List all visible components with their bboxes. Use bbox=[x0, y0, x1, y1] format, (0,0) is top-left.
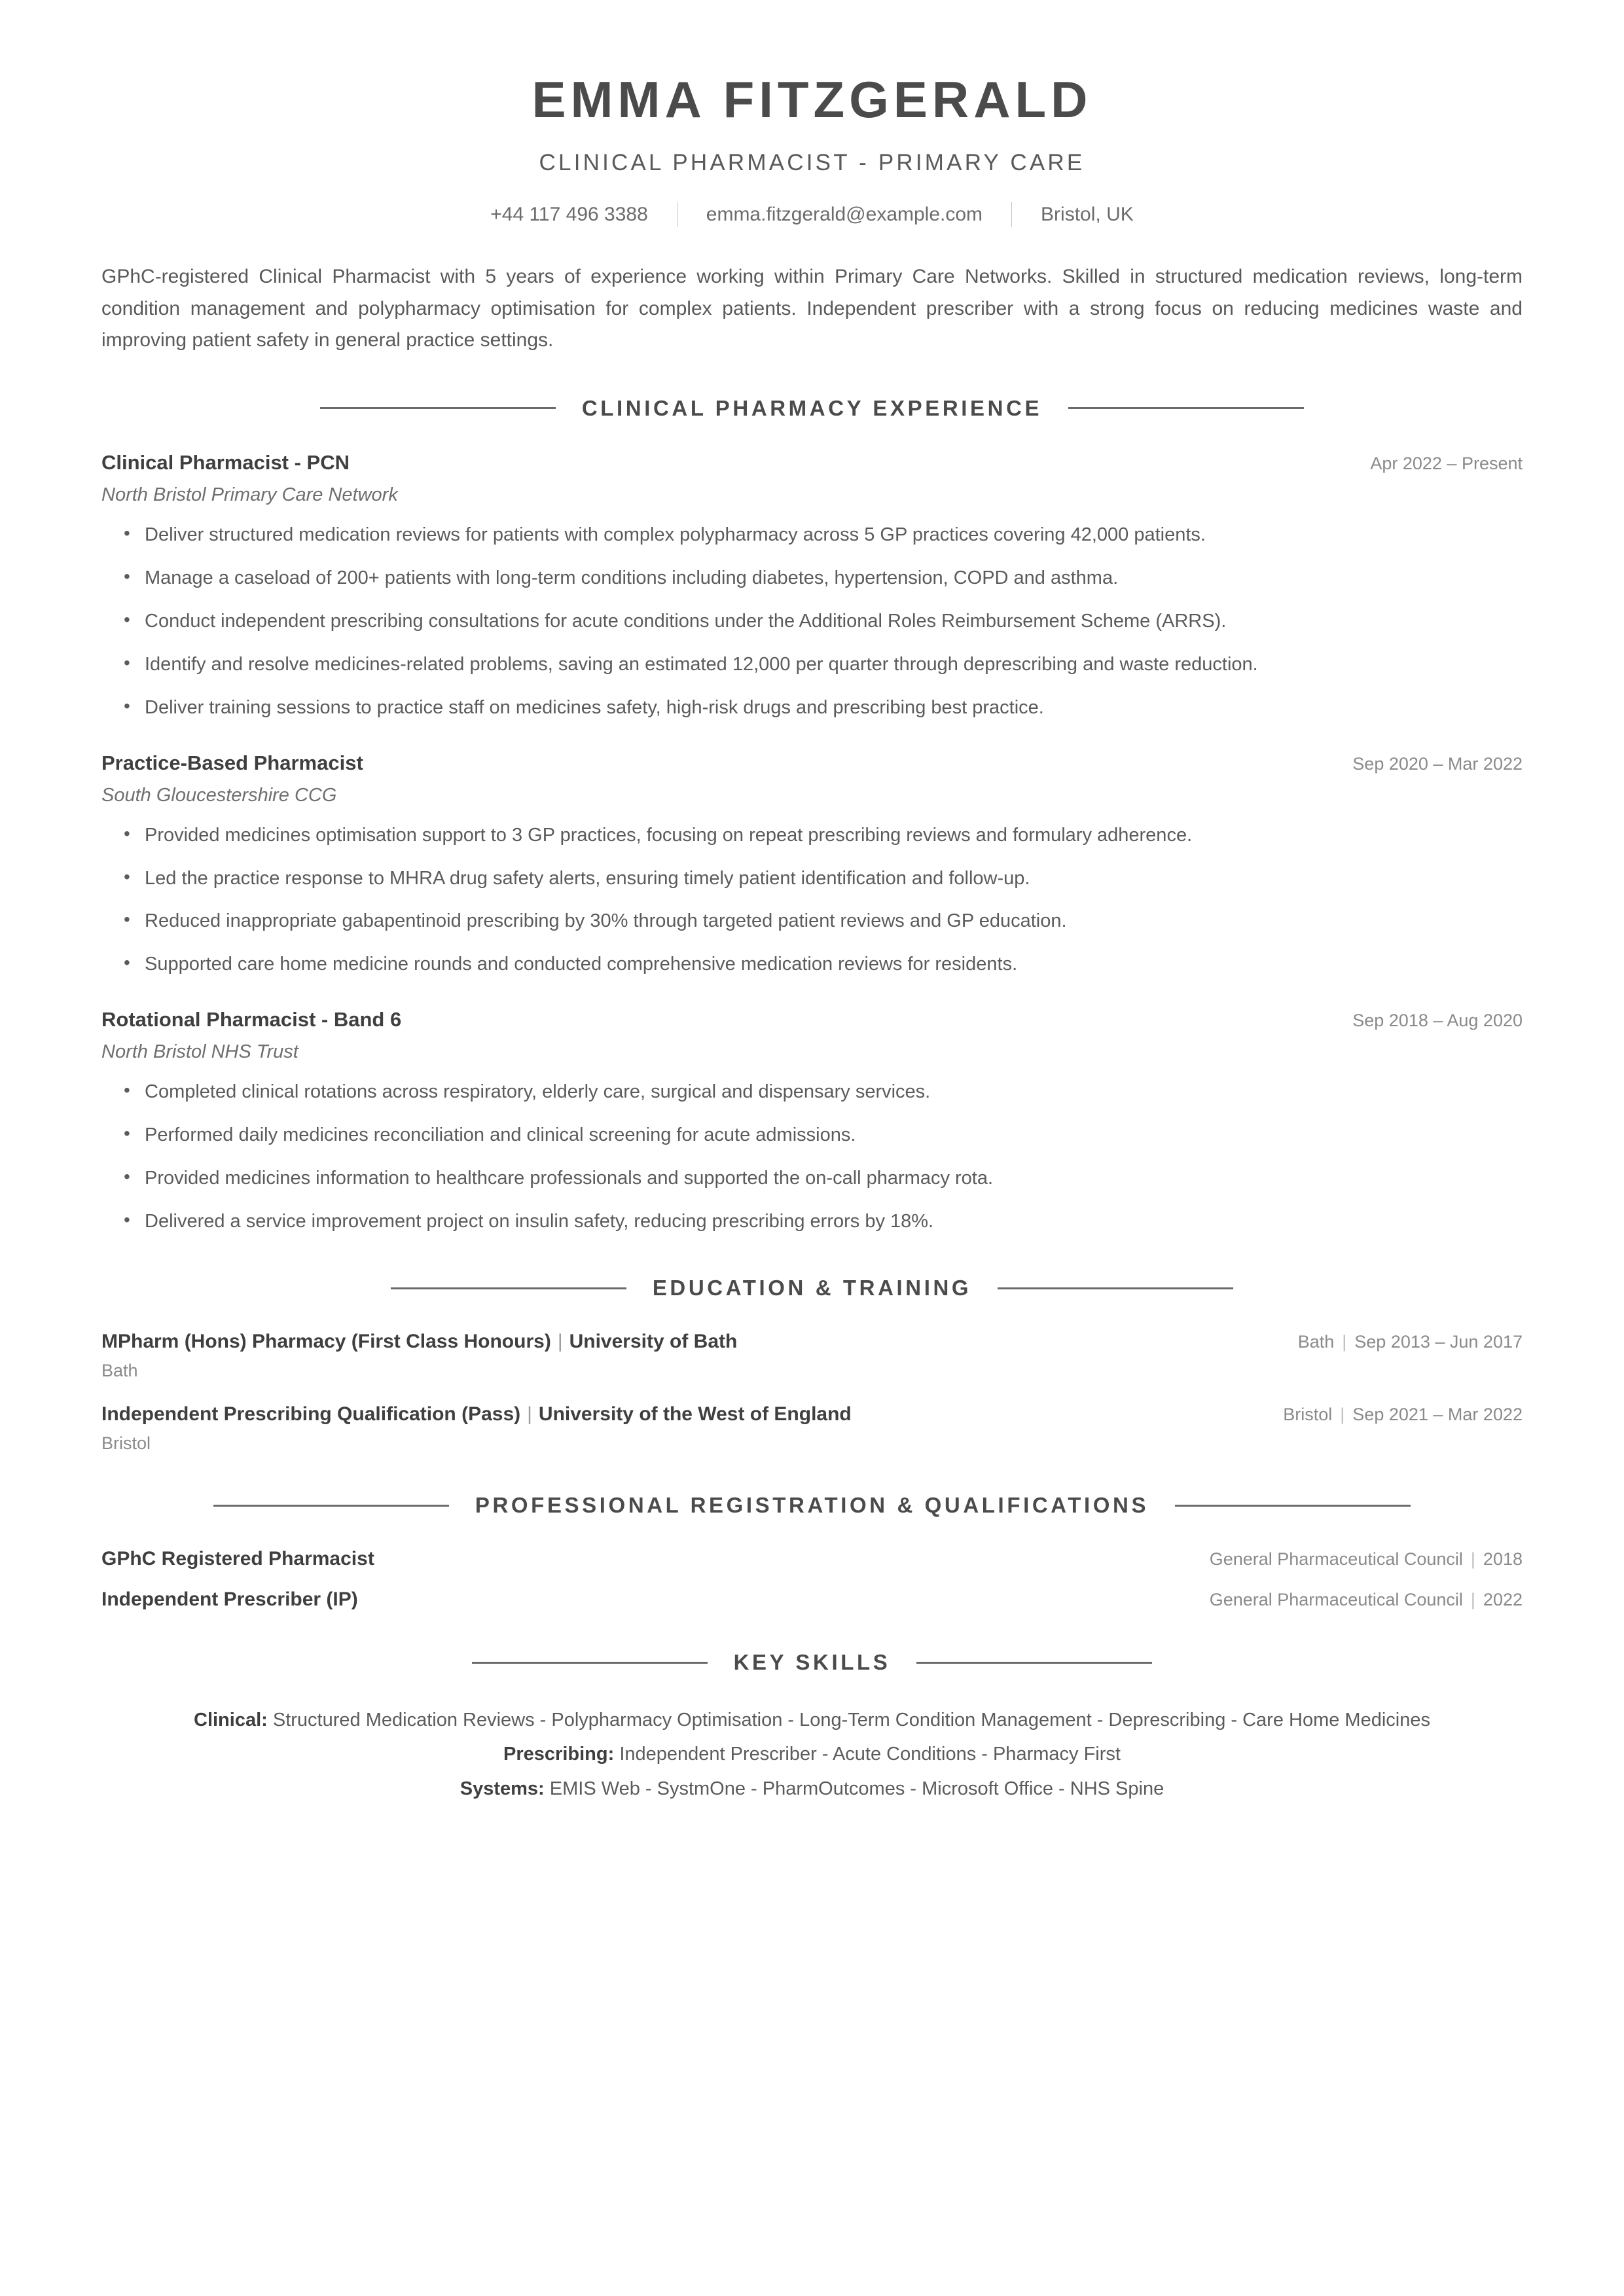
contact-phone: +44 117 496 3388 bbox=[490, 204, 648, 226]
education-meta bbox=[1278, 1332, 1523, 1352]
divider-line-right bbox=[1068, 407, 1304, 409]
job-organisation: North Bristol Primary Care Network bbox=[101, 484, 398, 505]
list-item: • Completed clinical rotations across respiratory, elderly care, surgical and dispensary services. bbox=[145, 1077, 1523, 1107]
section-title-text: CLINICAL PHARMACY EXPERIENCE bbox=[581, 395, 1043, 420]
job-date-range: Sep 2018 – Aug 2020 bbox=[1352, 1011, 1523, 1031]
education-entry bbox=[101, 1331, 1523, 1381]
skill-items: Structured Medication Reviews - Polypharmacy Optimisation - Long-Term Condition Management - Deprescribing - Care Home Medicines bbox=[272, 1710, 1430, 1731]
list-item: • Deliver training sessions to practice staff on medicines safety, high-risk drugs and prescribing best practice. bbox=[145, 693, 1523, 723]
contact-divider-icon bbox=[1011, 202, 1012, 227]
list-item: • Provided medicines optimisation support to 3 GP practices, focusing on repeat prescribing reviews and formulary adherence. bbox=[145, 821, 1523, 850]
section-education bbox=[101, 1276, 1523, 1454]
list-item: • Reduced inappropriate gabapentinoid prescribing by 30% through targeted patient reviews and GP education. bbox=[145, 906, 1523, 936]
list-item: • Deliver structured medication reviews for patients with complex polypharmacy across 5 GP practices covering 42,000 patients. bbox=[145, 520, 1523, 550]
job-organisation: South Gloucestershire CCG bbox=[101, 784, 337, 806]
section-title-text: KEY SKILLS bbox=[733, 1650, 891, 1675]
experience-entry-header bbox=[101, 451, 1523, 475]
job-date-range: Apr 2022 – Present bbox=[1370, 453, 1523, 473]
job-bullet-list bbox=[101, 520, 1523, 723]
pipe-separator-icon: | bbox=[1342, 1332, 1347, 1352]
job-bullet-list bbox=[101, 1077, 1523, 1236]
section-heading-registration bbox=[101, 1493, 1523, 1518]
education-location: Bath bbox=[101, 1361, 138, 1381]
divider-line-left bbox=[472, 1662, 708, 1664]
list-item: • Identify and resolve medicines-related problems, saving an estimated 12,000 per quarter through deprescribing and waste reduction. bbox=[145, 650, 1523, 679]
section-title-text: EDUCATION & TRAINING bbox=[652, 1276, 972, 1300]
education-institution: University of the West of England bbox=[538, 1403, 852, 1426]
divider-line-left bbox=[391, 1287, 626, 1289]
skill-line bbox=[101, 1774, 1523, 1804]
education-degree-line bbox=[101, 1331, 737, 1353]
job-bullet-list bbox=[101, 821, 1523, 980]
certification-issuer: General Pharmaceutical Council bbox=[1209, 1549, 1463, 1570]
list-item: • Manage a caseload of 200+ patients with long-term conditions including diabetes, hypertension, COPD and asthma. bbox=[145, 564, 1523, 593]
certification-meta bbox=[1210, 1590, 1523, 1610]
job-date-range: Sep 2020 – Mar 2022 bbox=[1352, 753, 1523, 774]
skill-items: Independent Prescriber - Acute Conditions - Pharmacy First bbox=[619, 1744, 1121, 1765]
section-registration bbox=[101, 1493, 1523, 1611]
skill-items: EMIS Web - SystmOne - PharmOutcomes - Microsoft Office - NHS Spine bbox=[549, 1778, 1164, 1799]
list-item: • Supported care home medicine rounds and conducted comprehensive medication reviews for residents. bbox=[145, 950, 1523, 979]
education-date-range: Sep 2013 – Jun 2017 bbox=[1354, 1332, 1523, 1352]
experience-entry bbox=[101, 451, 1523, 723]
list-item: • Delivered a service improvement project on insulin safety, reducing prescribing errors by 18%. bbox=[145, 1207, 1523, 1236]
section-experience bbox=[101, 396, 1523, 1236]
experience-entry-header bbox=[101, 751, 1523, 775]
skill-category: Prescribing: bbox=[503, 1744, 615, 1765]
contact-email: emma.fitzgerald@example.com bbox=[706, 204, 983, 226]
certification-entry bbox=[101, 1548, 1523, 1570]
divider-line-left bbox=[320, 407, 556, 409]
section-heading-education bbox=[101, 1276, 1523, 1300]
section-skills bbox=[101, 1650, 1523, 1804]
skill-category: Systems: bbox=[460, 1778, 545, 1799]
list-item: • Performed daily medicines reconciliation and clinical screening for acute admissions. bbox=[145, 1121, 1523, 1150]
divider-line-left bbox=[213, 1505, 449, 1507]
skill-line bbox=[101, 1739, 1523, 1769]
list-item: • Led the practice response to MHRA drug safety alerts, ensuring timely patient identification and follow-up. bbox=[145, 864, 1523, 893]
divider-line-right bbox=[998, 1287, 1233, 1289]
list-item: • Conduct independent prescribing consultations for acute conditions under the Additional Roles Reimbursement Scheme (ARRS). bbox=[145, 607, 1523, 636]
pipe-separator-icon: | bbox=[1340, 1405, 1345, 1425]
resume-header bbox=[101, 0, 1523, 227]
certification-name: Independent Prescriber (IP) bbox=[101, 1588, 358, 1611]
candidate-headline: CLINICAL PHARMACIST - PRIMARY CARE bbox=[539, 150, 1085, 176]
pipe-separator-icon: | bbox=[1470, 1590, 1475, 1610]
certification-year: 2022 bbox=[1483, 1590, 1523, 1610]
experience-entry bbox=[101, 751, 1523, 980]
pipe-separator-icon: | bbox=[557, 1331, 563, 1353]
divider-line-right bbox=[1175, 1505, 1411, 1507]
certification-entry bbox=[101, 1588, 1523, 1611]
skill-category: Clinical: bbox=[194, 1710, 268, 1731]
professional-summary: GPhC-registered Clinical Pharmacist with 5 years of experience working within Primary Care Networks. Skilled in structured medication reviews, long-term condition management and polypharmacy optimisation for complex patients. Independent prescriber with a strong focus on reducing medicines waste and improving patient safety in general practice settings. bbox=[101, 266, 1523, 351]
education-city: Bristol bbox=[1283, 1405, 1333, 1425]
section-heading-skills bbox=[101, 1650, 1523, 1675]
pipe-separator-icon: | bbox=[527, 1403, 532, 1426]
education-meta bbox=[1263, 1405, 1523, 1425]
job-organisation: North Bristol NHS Trust bbox=[101, 1041, 298, 1063]
job-title: Practice-Based Pharmacist bbox=[101, 751, 363, 774]
certification-meta bbox=[1210, 1549, 1523, 1570]
education-location: Bristol bbox=[101, 1433, 151, 1454]
job-title: Clinical Pharmacist - PCN bbox=[101, 450, 350, 474]
pipe-separator-icon: | bbox=[1470, 1549, 1475, 1570]
skills-list bbox=[101, 1705, 1523, 1804]
experience-entry bbox=[101, 1008, 1523, 1236]
job-title: Rotational Pharmacist - Band 6 bbox=[101, 1008, 402, 1031]
education-date-range: Sep 2021 – Mar 2022 bbox=[1352, 1405, 1523, 1425]
education-degree: MPharm (Hons) Pharmacy (First Class Honours) bbox=[101, 1331, 551, 1353]
list-item: • Provided medicines information to healthcare professionals and supported the on-call pharmacy rota. bbox=[145, 1164, 1523, 1193]
certification-year: 2018 bbox=[1483, 1549, 1523, 1570]
education-degree: Independent Prescribing Qualification (Pass) bbox=[101, 1403, 521, 1426]
skill-line bbox=[101, 1705, 1523, 1735]
candidate-name: EMMA FITZGERALD bbox=[532, 71, 1092, 128]
education-entry-header bbox=[101, 1403, 1523, 1426]
education-entry-header bbox=[101, 1331, 1523, 1353]
section-title-text: PROFESSIONAL REGISTRATION & QUALIFICATIONS bbox=[475, 1493, 1149, 1518]
education-entry bbox=[101, 1403, 1523, 1454]
experience-entry-header bbox=[101, 1008, 1523, 1031]
certification-issuer: General Pharmaceutical Council bbox=[1209, 1590, 1463, 1610]
education-degree-line bbox=[101, 1403, 852, 1426]
section-heading-experience bbox=[101, 396, 1523, 421]
contact-line bbox=[101, 202, 1523, 227]
certification-name: GPhC Registered Pharmacist bbox=[101, 1548, 374, 1570]
education-institution: University of Bath bbox=[569, 1331, 738, 1353]
education-city: Bath bbox=[1297, 1332, 1335, 1352]
contact-location: Bristol, UK bbox=[1041, 204, 1134, 226]
divider-line-right bbox=[916, 1662, 1152, 1664]
